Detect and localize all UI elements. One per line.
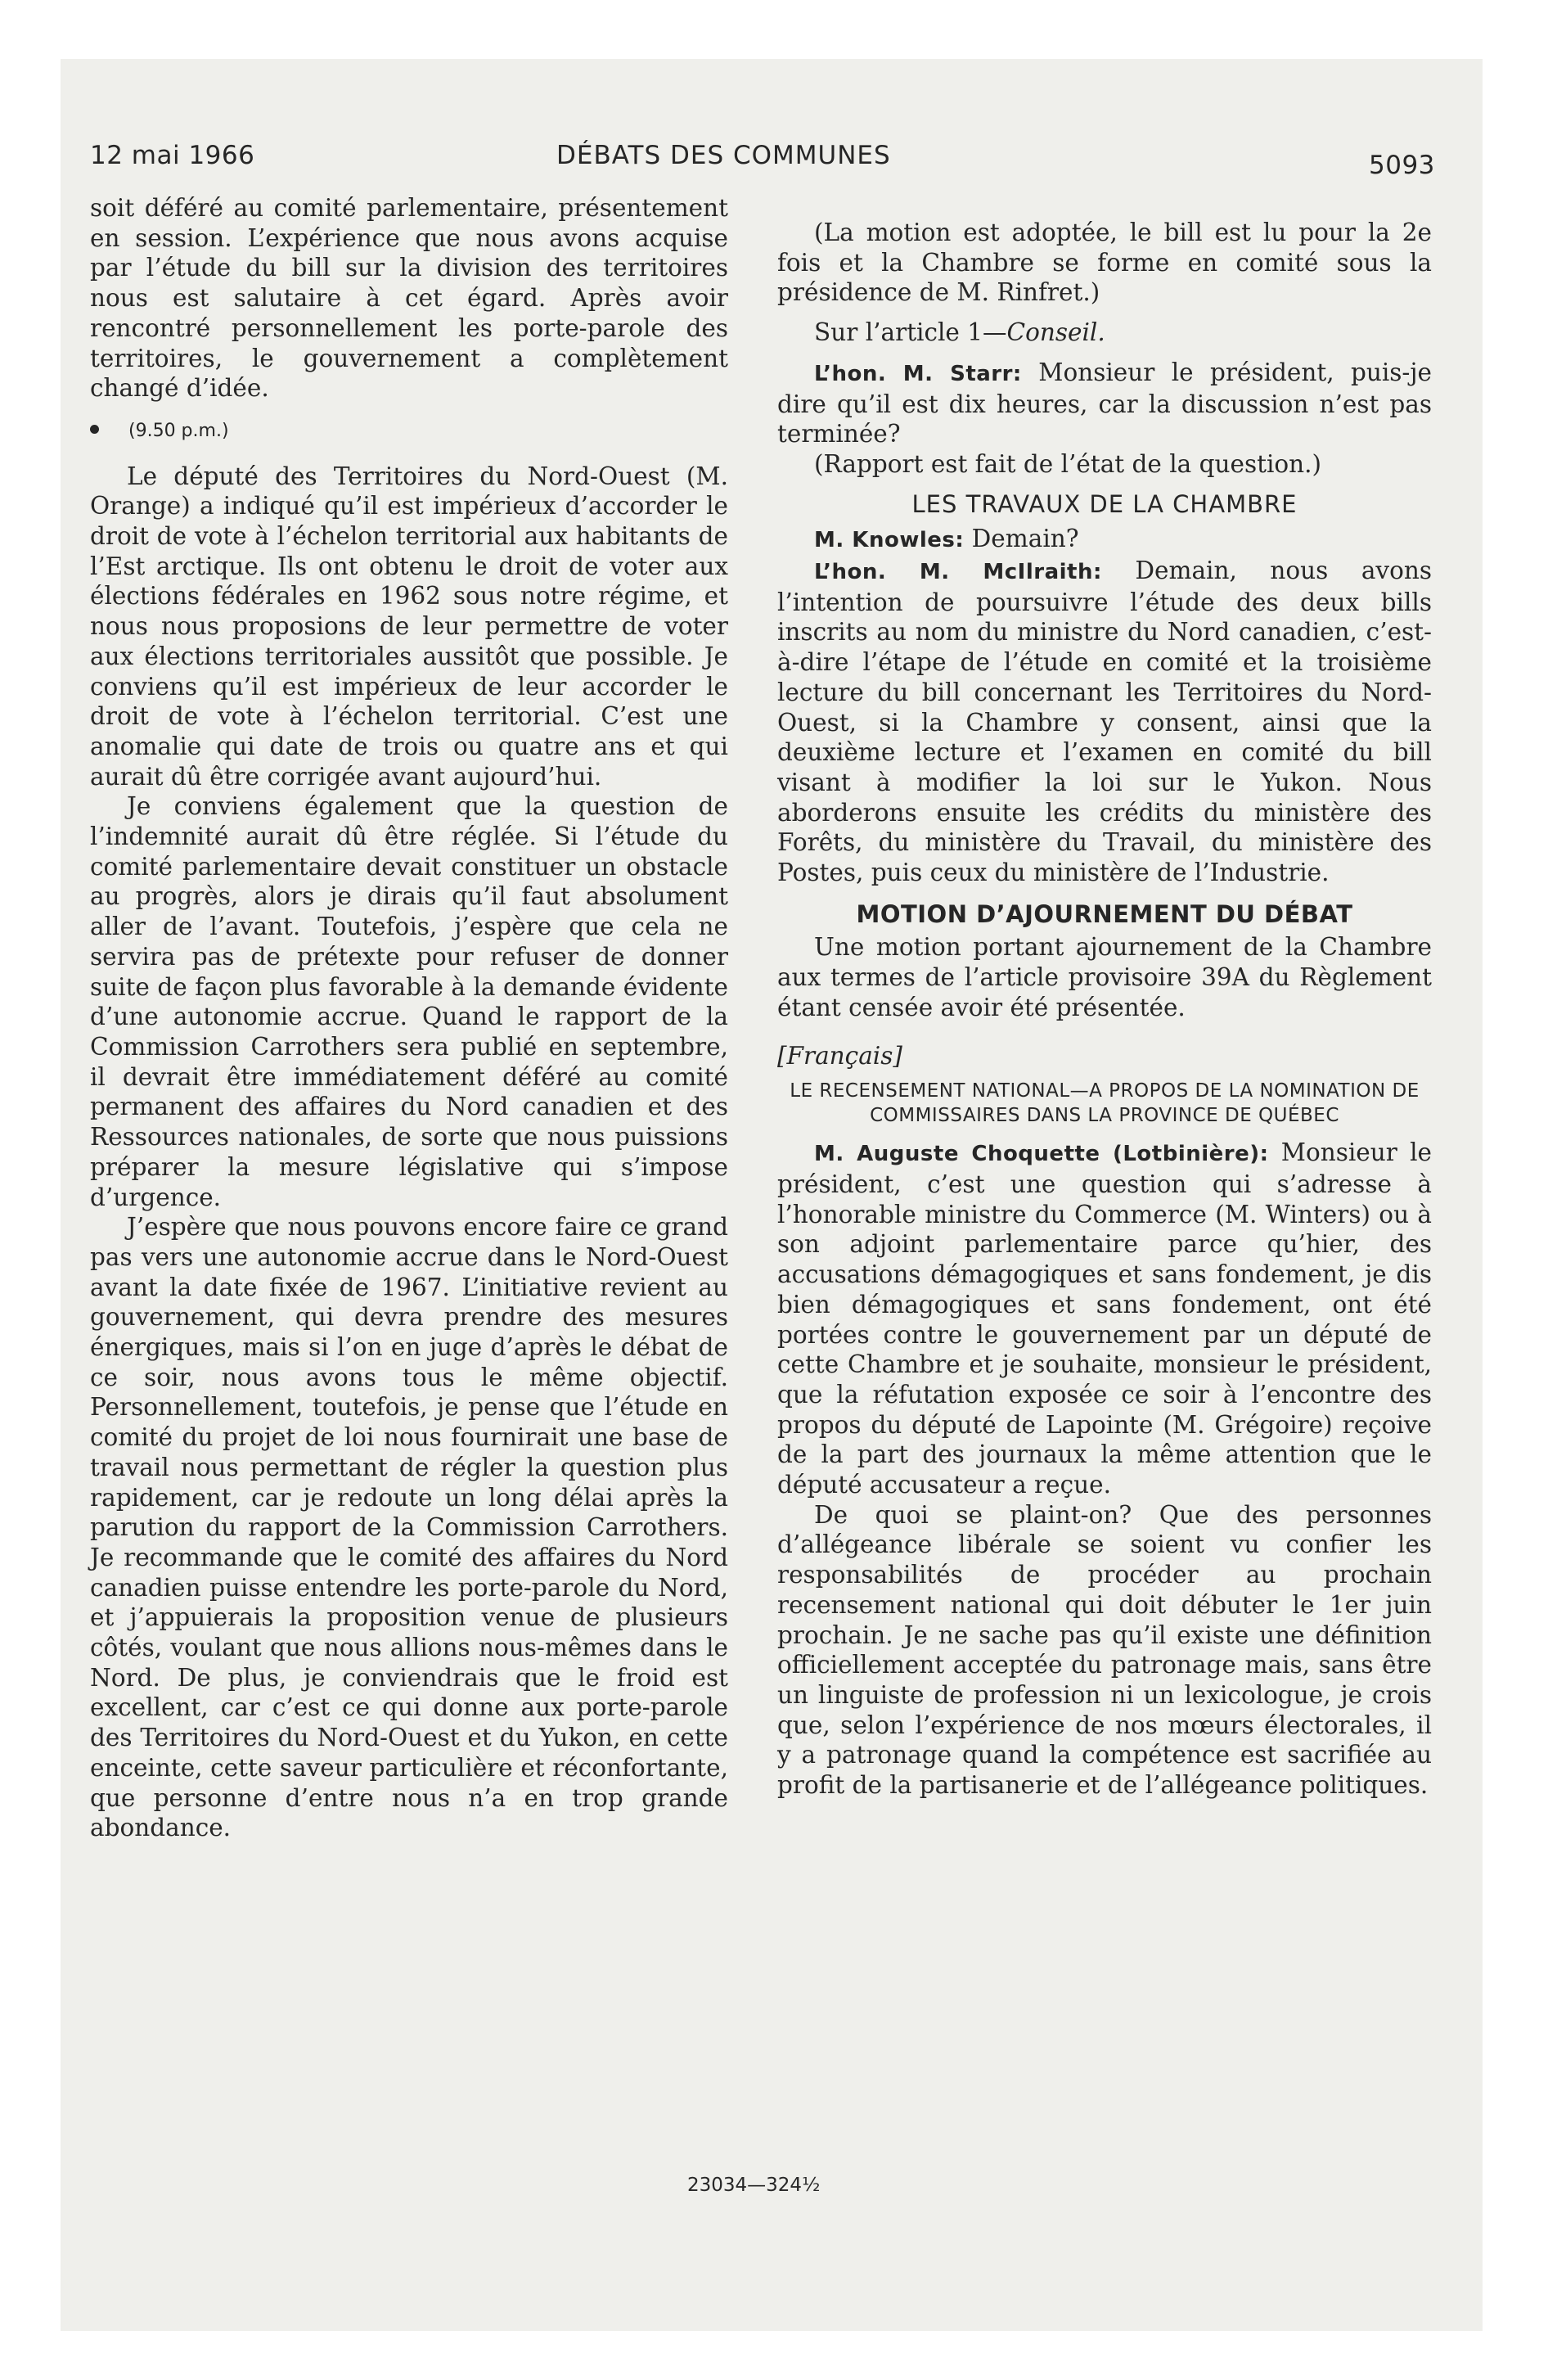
procedural-note: (Rapport est fait de l’état de la question.) [814, 449, 1322, 478]
speech [777, 524, 1432, 556]
speech-text: Demain? [971, 525, 1079, 553]
clause-title: Conseil. [1006, 318, 1105, 347]
speech [777, 358, 1432, 449]
speech-text: Demain, nous avons l’intention de poursuivre l’étude des deux bills inscrits au nom du ministre du Nord canadien, c’est-à-dire l’étape de l’étude en comité et la troisième lecture du bill concernant les Territoires du Nord-Ouest, si la Chambre y consent, ainsi que la deuxième lecture et l’examen en comité du bill visant à modifier la loi sur le Yukon. Nous aborderons ensuite les crédits du ministère des Forêts, du ministère du Travail, du ministère des Postes, puis ceux du ministère de l’Industrie. [777, 557, 1432, 887]
speaker-name: M. Auguste Choquette (Lotbinière): [814, 1142, 1269, 1167]
procedural-note: (La motion est adoptée, le bill est lu pour la 2e fois et la Chambre se forme en comité sous la présidence de M. Rinfret.) [777, 219, 1432, 307]
paragraph: Je conviens également que la question de l’indemnité aurait dû être réglée. Si l’étude du comité parlementaire devait constituer un obstacle au progrès, alors je dirais qu’il faut absolument aller de l’avant. Toutefois, j’espère que cela ne servira pas de prétexte pour refuser de donner suite de façon plus favorable à la demande évidente d’une autonomie accrue. Quand le rapport de la Commission Carrothers sera publié en septembre, il devrait être immédiatement déféré au comité permanent des affaires du Nord canadien et des Ressources nationales, de sorte que nous puissions préparer la mesure législative qui s’impose d’urgence. [90, 792, 728, 1211]
paragraph: J’espère que nous pouvons encore faire ce grand pas vers une autonomie accrue dans le Nord-Ouest avant la date fixée de 1967. L’initiative revient au gouvernement, qui devra prendre des mesures énergiques, mais si l’on en juge d’après le débat de ce soir, nous avons tous le même objectif. Personnellement, toutefois, je pense que l’étude en comité du projet de loi nous fournirait une base de travail nous permettant de régler la question plus rapidement, car je redoute un long délai après la parution du rapport de la Commission Carrothers. Je recommande que le comité des affaires du Nord canadien puisse entendre les porte-parole du Nord, et j’appuierais la proposition venue de plusieurs côtés, voulant que nous allions nous-mêmes dans le Nord. De plus, je conviendrais que le froid est excellent, car c’est ce qui donne aux porte-parole des Territoires du Nord-Ouest et du Yukon, en cette enceinte, cette saveur particulière et réconfortante, que personne d’entre nous n’a en trop grande abondance. [90, 1213, 728, 1842]
right-column [777, 218, 1432, 1801]
page-date: 12 mai 1966 [90, 141, 255, 170]
section-heading: MOTION D’AJOURNEMENT DU DÉBAT [856, 899, 1353, 928]
page-number: 5093 [1369, 151, 1435, 180]
speaker-name: L’hon. M. McIlraith: [814, 560, 1102, 585]
paragraph: Le député des Territoires du Nord-Ouest (M. Orange) a indiqué qu’il est impérieux d’accorder le droit de vote à l’échelon territorial aux habitants de l’Est arctique. Ils ont obtenu le droit de voter aux élections fédérales en 1962 sous notre régime, et nous nous proposions de leur permettre de voter aux élections territoriales aussitôt que possible. Je conviens qu’il est impérieux de leur accorder le droit de vote à l’échelon territorial. C’est une anomalie qui date de trois ou quatre ans et qui aurait dû être corrigée avant aujourd’hui. [90, 462, 728, 791]
language-label: [Français] [777, 1041, 902, 1070]
speech [777, 1138, 1432, 1499]
time-note [90, 417, 728, 447]
left-column [90, 193, 728, 1843]
speech [777, 556, 1432, 888]
speaker-name: M. Knowles: [814, 528, 965, 553]
paragraph: Une motion portant ajournement de la Chambre aux termes de l’article provisoire 39A du Règlement étant censée avoir été présentée. [777, 933, 1432, 1021]
page-footer: 23034—324½ [687, 2175, 821, 2196]
section-heading: LES TRAVAUX DE LA CHAMBRE [911, 489, 1298, 518]
rubric-heading: LE RECENSEMENT NATIONAL—A PROPOS DE LA NOMINATION DE COMMISSAIRES DANS LA PROVINCE DE QUÉBEC [790, 1080, 1420, 1127]
paragraph: soit déféré au comité parlementaire, présentement en session. L’expérience que nous avons acquise par l’étude du bill sur la division des territoires nous est salutaire à cet égard. Après avoir rencontré personnellement les porte-parole des territoires, le gouvernement a complètement changé d’idée. [90, 194, 728, 403]
time-note-text: (9.50 p.m.) [128, 420, 229, 441]
bullet-icon [90, 425, 99, 434]
speech-text: Monsieur le président, c’est une question qui s’adresse à l’honorable ministre du Commerce (M. Winters) ou à son adjoint parlementaire parce qu’hier, des accusations démagogiques et sans fondement, je dis bien démagogiques et sans fondement, ont été portées contre le gouvernement par un député de cette Chambre et je souhaite, monsieur le président, que la réfutation exposée ce soir à l’encontre des propos du député de Lapointe (M. Grégoire) reçoive de la part des journaux la même attention que le député accusateur a reçue. [777, 1138, 1432, 1499]
speaker-name: L’hon. M. Starr: [814, 361, 1022, 386]
paragraph: De quoi se plaint-on? Que des personnes d’allégeance libérale se soient vu confier les responsabilités de procéder au prochain recensement national qui doit débuter le 1er juin prochain. Je ne sache pas qu’il existe une définition officiellement acceptée du patronage mais, sans être un linguiste de profession ni un lexicologue, je crois que, selon l’expérience de nos mœurs électorales, il y a patronage quand la compétence est sacrifiée au profit de la partisanerie et de l’allégeance politiques. [777, 1500, 1432, 1800]
clause-line [777, 318, 1432, 348]
speech-text: Monsieur le président, puis-je dire qu’il est dix heures, car la discussion n’est pas terminée? [777, 358, 1432, 449]
hansard-page [90, 141, 1456, 2269]
page-title: DÉBATS DES COMMUNES [556, 141, 891, 170]
clause-prefix: Sur l’article 1— [814, 318, 1007, 347]
